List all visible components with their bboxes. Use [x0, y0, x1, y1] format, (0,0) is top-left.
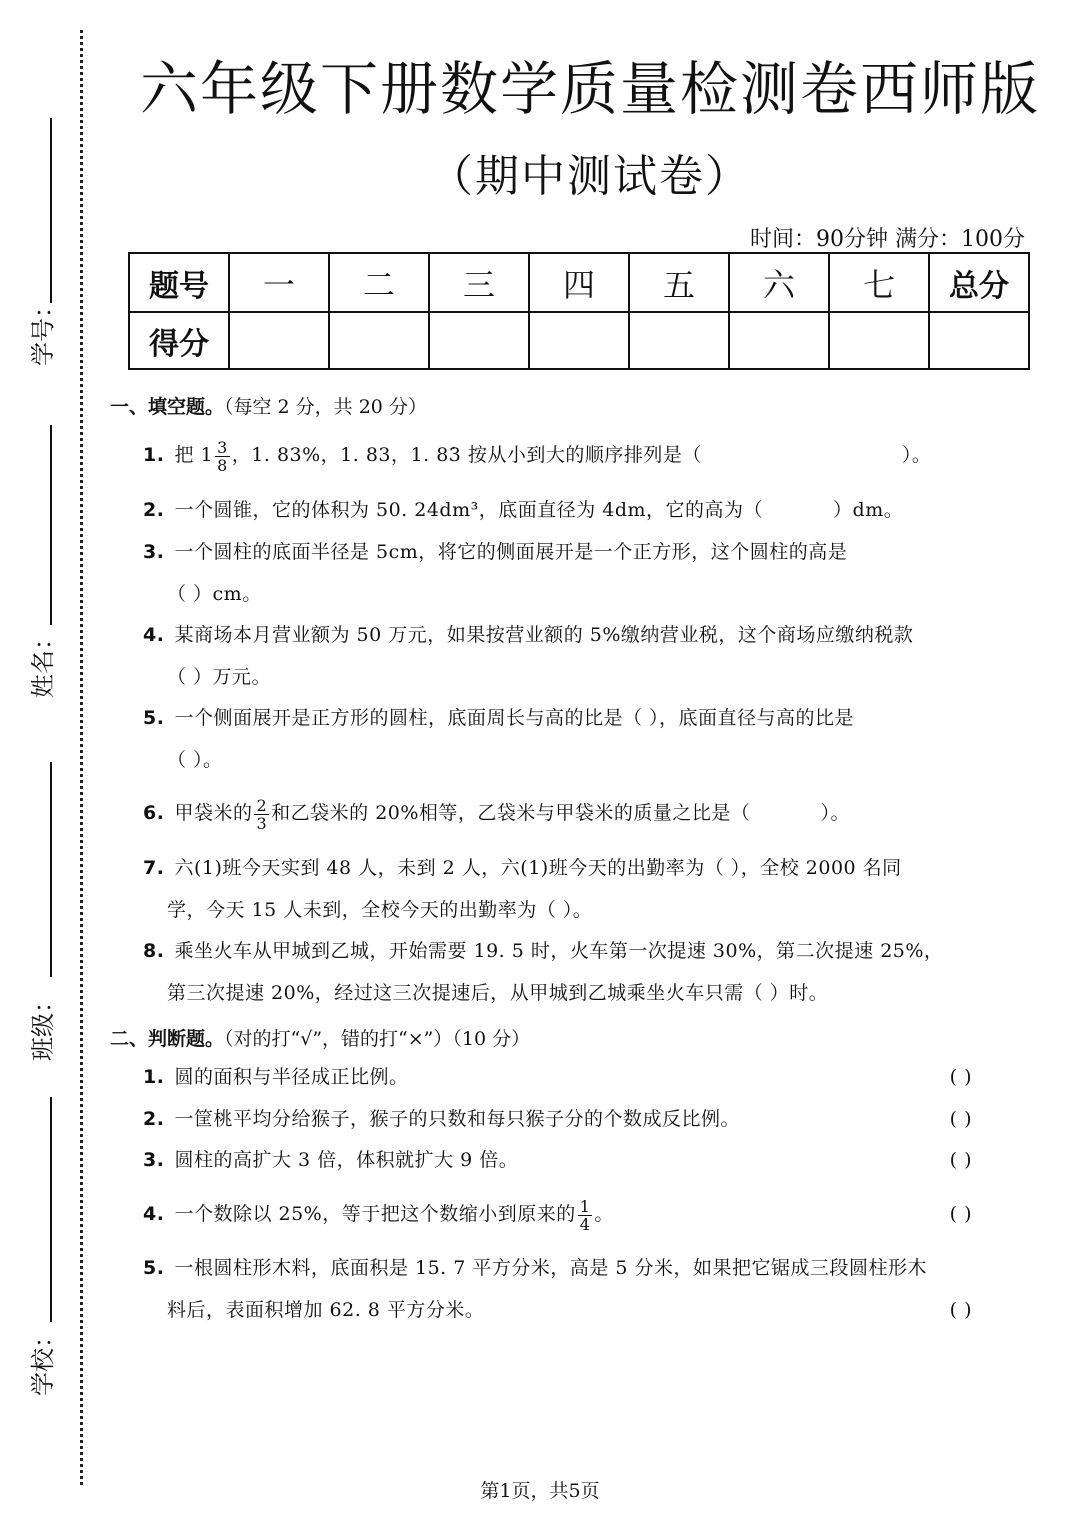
question-text: 一个数除以 25%，等于把这个数缩小到原来的	[174, 1203, 576, 1225]
header-cell: 五	[629, 253, 729, 312]
question-text: 。	[594, 1203, 614, 1225]
score-header-row	[129, 253, 1029, 312]
student-id-label: 学号：	[28, 294, 57, 366]
name-label: 姓名：	[28, 626, 57, 698]
question-text: 圆的面积与半径成正比例。	[174, 1066, 409, 1088]
question-text: 某商场本月营业额为 50 万元，如果按营业额的 5%缴纳营业税，这个商场应缴纳税款	[174, 624, 914, 646]
question-text[interactable]: （ ）cm。	[167, 583, 262, 605]
score-cell[interactable]	[729, 312, 829, 369]
question-1-6	[143, 792, 978, 834]
fraction	[215, 439, 230, 474]
fraction-denominator: 4	[579, 1214, 591, 1234]
binding-margin	[0, 0, 95, 1527]
question-text: 乘坐火车从甲城到乙城，开始需要 19. 5 时，火车第一次提速 30%，第二次提速 25%，	[174, 940, 944, 962]
header-cell: 三	[429, 253, 529, 312]
question-text[interactable]: 第三次提速 20%，经过这三次提速后，从甲城到乙城乘坐火车只需（ ）时。	[167, 982, 829, 1004]
section-1-note: （每空 2 分，共 20 分）	[224, 396, 427, 418]
question-1-8	[143, 930, 978, 1014]
question-number: 7.	[143, 857, 165, 879]
score-cell[interactable]	[529, 312, 629, 369]
score-cell[interactable]	[829, 312, 929, 369]
time-info: 时间：90分钟 满分：100分	[750, 227, 1025, 252]
header-cell: 四	[529, 253, 629, 312]
section-1-title: 一、填空题。	[110, 396, 225, 418]
name-line[interactable]	[50, 425, 52, 625]
question-number: 2.	[143, 499, 165, 521]
question-1-4	[143, 614, 978, 698]
question-text: ）dm。	[833, 499, 904, 521]
fraction-denominator: 8	[217, 455, 228, 475]
question-text: 一个侧面展开是正方形的圆柱，底面周长与高的比是（ ），底面直径与高的比是	[174, 707, 854, 729]
score-cell[interactable]	[229, 312, 329, 369]
repeating-digit: · 3	[449, 444, 462, 466]
question-1-3	[143, 531, 978, 615]
question-text: 一筐桃平均分给猴子，猴子的只数和每只猴子分的个数成反比例。	[174, 1108, 740, 1130]
question-number: 5.	[143, 1257, 165, 1279]
score-cell[interactable]	[429, 312, 529, 369]
question-2-1	[143, 1056, 978, 1098]
answer-paren[interactable]: ( )	[949, 1299, 972, 1321]
question-text: ）。	[820, 802, 850, 824]
question-number: 4.	[143, 1203, 165, 1225]
fraction	[578, 1198, 593, 1233]
section-2-title: 二、判断题。	[110, 1028, 225, 1050]
score-cell[interactable]	[329, 312, 429, 369]
page-subtitle: （期中测试卷）	[429, 151, 751, 202]
answer-paren[interactable]: ( )	[949, 1203, 972, 1225]
question-text: 料后，表面积增加 62. 8 平方分米。	[167, 1299, 485, 1321]
header-cell: 七	[829, 253, 929, 312]
header-cell: 一	[229, 253, 329, 312]
school-line[interactable]	[50, 1097, 52, 1322]
section-1-heading	[110, 392, 427, 419]
question-text: 甲袋米的	[174, 802, 253, 824]
question-2-5	[143, 1247, 978, 1331]
question-number: 8.	[143, 940, 165, 962]
answer-paren[interactable]: ( )	[949, 1066, 972, 1088]
header-cell: 题号	[129, 253, 229, 312]
question-text[interactable]: （ ）。	[167, 749, 223, 771]
question-2-4	[143, 1193, 978, 1235]
page-title: 六年级下册数学质量检测卷西师版	[139, 55, 1040, 123]
header-cell: 二	[329, 253, 429, 312]
question-number: 1.	[143, 444, 165, 466]
student-id-line[interactable]	[50, 118, 52, 303]
question-number: 2.	[143, 1108, 165, 1130]
question-number: 6.	[143, 802, 165, 824]
question-2-2	[143, 1098, 978, 1140]
section-2-note: （对的打“√”，错的打“×”）（10 分）	[224, 1028, 531, 1050]
header-cell: 六	[729, 253, 829, 312]
question-text: 一个圆锥，它的体积为 50. 24dm³，底面直径为 4dm，它的高为（	[174, 499, 764, 521]
question-1-7	[143, 847, 978, 931]
question-2-3	[143, 1139, 978, 1181]
fraction-numerator: 2	[256, 795, 268, 815]
fraction-numerator: 1	[579, 1196, 591, 1216]
question-number: 3.	[143, 541, 165, 563]
question-1-2	[143, 489, 978, 531]
class-label: 班级：	[28, 989, 57, 1061]
page-footer: 第1页，共5页	[480, 1480, 600, 1502]
question-text: 一个圆柱的底面半径是 5cm，将它的侧面展开是一个正方形，这个圆柱的高是	[174, 541, 848, 563]
score-table	[128, 252, 1030, 370]
question-text: 和乙袋米的 20%相等，乙袋米与甲袋米的质量之比是（	[271, 802, 751, 824]
fraction	[254, 797, 269, 832]
class-line[interactable]	[50, 762, 52, 977]
question-text[interactable]: 学，今天 15 人未到，全校今天的出勤率为（ ）。	[167, 899, 593, 921]
question-number: 1.	[143, 1066, 165, 1088]
score-cell[interactable]	[929, 312, 1029, 369]
question-number: 4.	[143, 624, 165, 646]
question-text[interactable]: （ ）万元。	[167, 666, 272, 688]
fraction-denominator: 3	[256, 813, 268, 833]
question-text: 圆柱的高扩大 3 倍，体积就扩大 9 倍。	[174, 1149, 519, 1171]
answer-paren[interactable]: ( )	[949, 1149, 972, 1171]
question-text: 六(1)班今天实到 48 人，未到 2 人，六(1)班今天的出勤率为（ ），全校 2000 名同	[174, 857, 902, 879]
answer-paren[interactable]: ( )	[949, 1108, 972, 1130]
section-2-heading	[110, 1024, 530, 1051]
fraction-numerator: 3	[217, 437, 228, 457]
question-text: ，1. 83%，1. 83，1. 8	[231, 444, 449, 466]
cut-line	[80, 30, 83, 1485]
question-text: 按从小到大的顺序排列是（	[461, 444, 702, 466]
header-cell: 总分	[929, 253, 1029, 312]
question-1-5	[143, 697, 978, 781]
question-text: 把 1	[174, 444, 214, 466]
score-row-label: 得分	[129, 312, 229, 369]
question-text: 一根圆柱形木料，底面积是 15. 7 平方分米，高是 5 分米，如果把它锯成三段圆柱形木	[174, 1257, 928, 1279]
score-cell[interactable]	[629, 312, 729, 369]
question-number: 3.	[143, 1149, 165, 1171]
question-text: ）。	[901, 444, 932, 466]
score-row	[129, 312, 1029, 369]
question-number: 5.	[143, 707, 165, 729]
school-label: 学校：	[28, 1324, 57, 1396]
question-1-1	[143, 434, 978, 476]
